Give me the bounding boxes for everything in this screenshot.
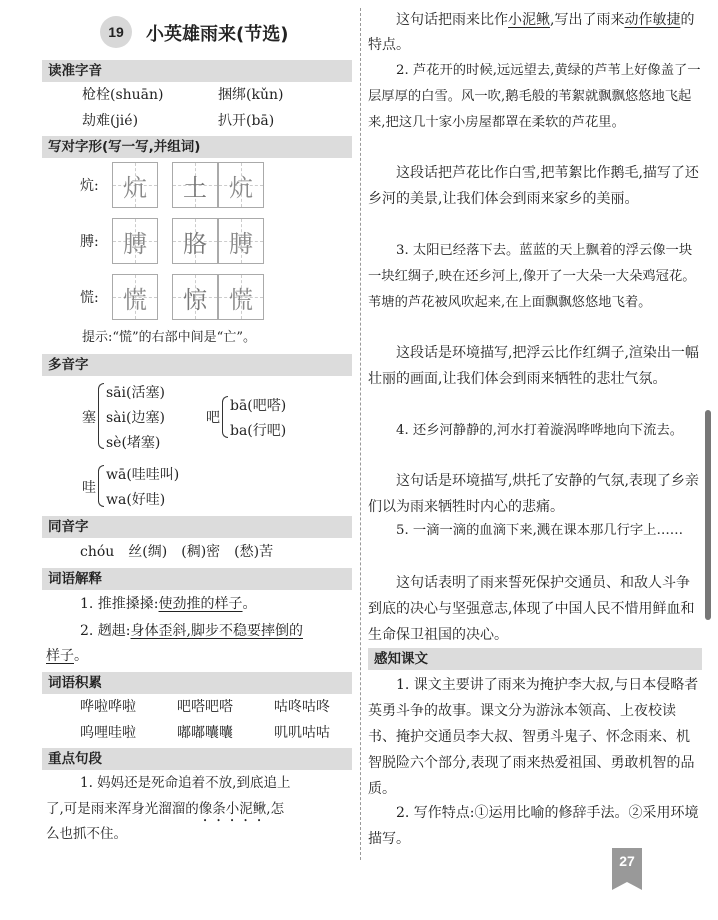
analysis-paragraph-5: 这句话表明了雨来誓死保护交通员、和敌人斗争到底的决心与坚强意志,体现了中国人民不惜用鲜血和生命保卫祖国的决心。 xyxy=(368,575,695,643)
accum-word: 嘟嘟囔囔 xyxy=(177,725,233,741)
section-word-explain: 词语解释 xyxy=(42,568,352,590)
explain-term: 2. 趔趄: xyxy=(80,623,131,639)
homophone-line: chóu 丝(绸) (稠)密 (愁)苦 xyxy=(80,544,274,560)
section-word-accum: 词语积累 xyxy=(42,672,352,694)
accum-word: 吧嗒吧嗒 xyxy=(177,699,233,715)
polyphone-item: sè(堵塞) xyxy=(106,435,161,451)
polyphone-item: wa(好哇) xyxy=(106,492,166,508)
brace xyxy=(98,465,104,507)
write-row-label: 膊: xyxy=(80,234,99,250)
char-box xyxy=(172,218,218,264)
explain-item-cont xyxy=(46,646,88,666)
char-box xyxy=(112,274,158,320)
polyphone-item: ba(行吧) xyxy=(230,423,287,439)
explain-def: 使劲推的样子 xyxy=(158,596,243,612)
char-box-text: 慌 xyxy=(123,285,147,314)
analysis-text: 这句话把雨来比作 xyxy=(396,12,508,28)
scrollbar[interactable] xyxy=(705,410,711,620)
polyphone-item: sài(边塞) xyxy=(106,410,165,426)
accum-word: 叽叽咕咕 xyxy=(274,725,330,741)
understand-item-2: 2. 写作特点:①运用比喻的修辞手法。②采用环境描写。 xyxy=(368,805,699,847)
char-box-text: 慌 xyxy=(229,285,253,314)
understand-item-1: 1. 课文主要讲了雨来为掩护李大叔,与日本侵略者英勇斗争的故事。课文分为游泳本领高、上夜校读书、掩护交通员李大叔、智勇斗鬼子、怀念雨来、机智脱险六个部分,表现了雨来热爱祖国、勇敢机智的品质。 xyxy=(368,677,699,797)
explain-item xyxy=(80,621,303,641)
accum-word: 呜哩哇啦 xyxy=(80,725,136,741)
pinyin-item: 捆绑(kǔn) xyxy=(218,87,284,103)
lesson-title: 小英雄雨来(节选) xyxy=(146,24,289,45)
section-polyphone: 多音字 xyxy=(42,354,352,376)
analysis-text: 的特点。 xyxy=(368,12,695,53)
char-box xyxy=(218,162,264,208)
brace xyxy=(98,383,104,449)
char-box-text: 膊 xyxy=(229,229,253,258)
explain-end: 。 xyxy=(242,596,257,612)
char-box xyxy=(172,274,218,320)
section-key-sentences: 重点句段 xyxy=(42,748,352,770)
char-box-text: 土 xyxy=(183,173,207,202)
key-sentence-text: 了,可是雨来浑身光溜溜的 xyxy=(46,801,199,817)
write-tip: 提示:“慌”的右部中间是“亡”。 xyxy=(82,330,256,345)
key-sentence-line: 么也抓不住。 xyxy=(46,826,127,842)
section-homophone: 同音字 xyxy=(42,516,352,538)
analysis-underline: 小泥鳅 xyxy=(508,12,550,28)
key-sentence-3: 3. 太阳已经落下去。蓝蓝的天上飘着的浮云像一块一块红绸子,映在还乡河上,像开了一大朵一大朵鸡冠花。苇塘的芦花被风吹起来,在上面飘飘悠悠地飞着。 xyxy=(368,243,696,310)
key-sentence-4: 4. 还乡河静静的,河水打着漩涡哗哗地向下流去。 xyxy=(396,423,684,438)
char-box-text: 惊 xyxy=(183,285,207,314)
analysis-paragraph-4: 这句话是环境描写,烘托了安静的气氛,表现了乡亲们以为雨来牺牲时内心的悲痛。 xyxy=(368,473,699,515)
explain-def: 身体歪斜,脚步不稳要摔倒的 xyxy=(130,623,303,639)
key-sentence-2: 2. 芦花开的时候,远远望去,黄绿的芦苇上好像盖了一层厚厚的白雪。风一吹,鹅毛般的苇絮就飘飘悠悠地飞起来,把这几十家小房屋都罩在柔软的芦花里。 xyxy=(368,63,701,130)
char-box xyxy=(112,162,158,208)
accum-word: 哗啦哗啦 xyxy=(80,699,136,715)
write-row-label: 炕: xyxy=(80,178,99,194)
key-sentence-emphasis: 像条小泥鳅 xyxy=(198,801,267,817)
pinyin-item: 枪栓(shuān) xyxy=(82,87,164,103)
pinyin-item: 劫难(jié) xyxy=(82,113,139,129)
char-box-text: 膊 xyxy=(123,229,147,258)
char-box xyxy=(112,218,158,264)
analysis-underline: 动作敏捷 xyxy=(624,12,681,28)
char-box-text: 炕 xyxy=(229,173,253,202)
key-sentence-line: 1. 妈妈还是死命追着不放,到底追上 xyxy=(80,775,291,791)
explain-end: 。 xyxy=(74,648,88,664)
polyphone-char: 哇 xyxy=(82,480,96,496)
polyphone-char: 吧 xyxy=(206,410,220,426)
explain-term: 1. 推推搡搡: xyxy=(80,596,159,612)
column-divider xyxy=(360,8,361,860)
explain-item xyxy=(80,594,257,614)
char-box-text: 胳 xyxy=(183,229,207,258)
accum-word: 咕咚咕咚 xyxy=(274,699,330,715)
section-understand: 感知课文 xyxy=(368,648,702,670)
polyphone-item: bā(吧嗒) xyxy=(230,398,287,414)
write-row-label: 慌: xyxy=(80,290,99,306)
section-read-chars: 读准字音 xyxy=(42,60,352,82)
lesson-number-badge: 19 xyxy=(100,16,132,48)
char-box xyxy=(218,218,264,264)
key-sentence-5: 5. 一滴一滴的血滴下来,溅在课本那几行字上…… xyxy=(396,523,684,538)
section-write-shapes: 写对字形(写一写,并组词) xyxy=(42,136,352,158)
polyphone-item: sāi(活塞) xyxy=(106,385,165,401)
explain-def: 样子 xyxy=(46,648,74,664)
polyphone-char: 塞 xyxy=(82,410,96,426)
char-box-text: 炕 xyxy=(123,173,147,202)
key-sentence-text: ,怎 xyxy=(266,801,285,817)
char-box xyxy=(218,274,264,320)
analysis-paragraph-1 xyxy=(368,8,702,58)
pinyin-item: 扒开(bā) xyxy=(218,113,275,129)
key-sentence-line xyxy=(46,799,284,825)
analysis-paragraph-3: 这段话是环境描写,把浮云比作红绸子,渲染出一幅壮丽的画面,让我们体会到雨来牺牲的悲壮气氛。 xyxy=(368,345,699,387)
analysis-paragraph-2: 这段话把芦花比作白雪,把苇絮比作鹅毛,描写了还乡河的美景,让我们体会到雨来家乡的美丽。 xyxy=(368,165,699,207)
analysis-text: ,写出了雨来 xyxy=(550,12,625,28)
page-number: 27 xyxy=(612,848,642,882)
brace xyxy=(222,396,228,438)
polyphone-item: wā(哇哇叫) xyxy=(106,467,180,483)
char-box xyxy=(172,162,218,208)
